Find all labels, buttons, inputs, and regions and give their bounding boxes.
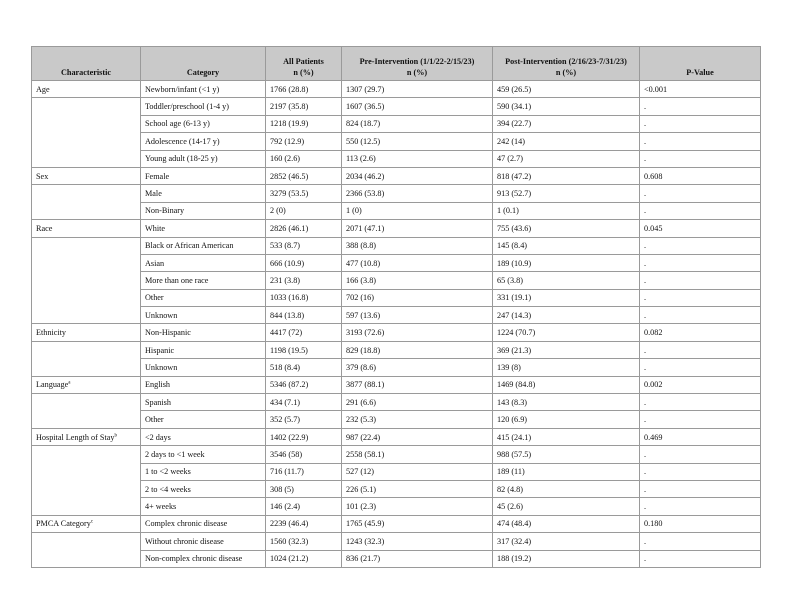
post-intervention-cell: 394 (22.7) xyxy=(493,115,640,132)
characteristic-label: Race xyxy=(36,223,53,233)
pre-intervention-cell: 2034 (46.2) xyxy=(342,167,493,184)
p-value-cell: . xyxy=(640,237,761,254)
pre-intervention-cell: 1607 (36.5) xyxy=(342,98,493,115)
characteristic-cell xyxy=(32,394,141,411)
p-value-cell: . xyxy=(640,480,761,497)
table-row xyxy=(32,185,761,202)
pre-intervention-cell: 379 (8.6) xyxy=(342,359,493,376)
table-row xyxy=(32,81,761,98)
characteristic-cell xyxy=(32,272,141,289)
category-cell: Male xyxy=(141,185,266,202)
p-value-cell: . xyxy=(640,359,761,376)
all-patients-cell: 792 (12.9) xyxy=(266,133,342,150)
all-patients-cell: 231 (3.8) xyxy=(266,272,342,289)
pre-intervention-cell: 226 (5.1) xyxy=(342,480,493,497)
characteristic-label: Sex xyxy=(36,171,49,181)
all-patients-cell: 434 (7.1) xyxy=(266,394,342,411)
post-intervention-cell: 189 (10.9) xyxy=(493,254,640,271)
category-cell: Asian xyxy=(141,254,266,271)
table-row xyxy=(32,359,761,376)
category-cell: Toddler/preschool (1-4 y) xyxy=(141,98,266,115)
characteristic-cell xyxy=(32,237,141,254)
all-patients-cell: 2197 (35.8) xyxy=(266,98,342,115)
all-patients-cell: 4417 (72) xyxy=(266,324,342,341)
p-value-cell: . xyxy=(640,254,761,271)
all-patients-cell: 5346 (87.2) xyxy=(266,376,342,393)
all-patients-cell: 3546 (58) xyxy=(266,446,342,463)
category-cell: Other xyxy=(141,411,266,428)
characteristic-cell xyxy=(32,289,141,306)
table-row xyxy=(32,324,761,341)
category-cell: 4+ weeks xyxy=(141,498,266,515)
category-cell: 1 to <2 weeks xyxy=(141,463,266,480)
category-cell: Other xyxy=(141,289,266,306)
all-patients-cell: 1560 (32.3) xyxy=(266,533,342,550)
post-intervention-cell: 82 (4.8) xyxy=(493,480,640,497)
post-intervention-cell: 1 (0.1) xyxy=(493,202,640,219)
all-patients-cell: 2852 (46.5) xyxy=(266,167,342,184)
p-value-cell: . xyxy=(640,202,761,219)
all-patients-cell: 1198 (19.5) xyxy=(266,341,342,358)
table-row xyxy=(32,533,761,550)
post-intervention-cell: 755 (43.6) xyxy=(493,220,640,237)
pre-intervention-cell: 101 (2.3) xyxy=(342,498,493,515)
table-row xyxy=(32,550,761,567)
characteristic-label: Ethnicity xyxy=(36,328,67,338)
category-cell: School age (6-13 y) xyxy=(141,115,266,132)
table-row xyxy=(32,220,761,237)
p-value-cell: . xyxy=(640,150,761,167)
pre-intervention-cell: 1 (0) xyxy=(342,202,493,219)
p-value-cell: . xyxy=(640,394,761,411)
category-cell: Unknown xyxy=(141,359,266,376)
post-intervention-cell: 189 (11) xyxy=(493,463,640,480)
p-value-cell: <0.001 xyxy=(640,81,761,98)
header-row xyxy=(32,47,761,81)
category-cell: Newborn/infant (<1 y) xyxy=(141,81,266,98)
category-cell: Without chronic disease xyxy=(141,533,266,550)
all-patients-cell: 1402 (22.9) xyxy=(266,428,342,445)
characteristic-label: PMCA Category xyxy=(36,519,91,529)
pre-intervention-cell: 987 (22.4) xyxy=(342,428,493,445)
table-row xyxy=(32,150,761,167)
table-row xyxy=(32,411,761,428)
characteristic-cell xyxy=(32,167,141,184)
p-value-cell: . xyxy=(640,550,761,567)
characteristic-cell xyxy=(32,359,141,376)
post-intervention-cell: 1224 (70.7) xyxy=(493,324,640,341)
table-row xyxy=(32,307,761,324)
header-characteristic: Characteristic xyxy=(32,47,141,81)
all-patients-cell: 146 (2.4) xyxy=(266,498,342,515)
characteristic-cell xyxy=(32,515,141,532)
p-value-cell: . xyxy=(640,289,761,306)
table-row xyxy=(32,515,761,532)
characteristic-cell xyxy=(32,150,141,167)
characteristic-label: Language xyxy=(36,380,69,390)
p-value-cell: 0.002 xyxy=(640,376,761,393)
characteristic-cell xyxy=(32,220,141,237)
p-value-cell: 0.045 xyxy=(640,220,761,237)
category-cell: Non-Hispanic xyxy=(141,324,266,341)
p-value-cell: . xyxy=(640,307,761,324)
table-body xyxy=(32,81,761,568)
table-row xyxy=(32,376,761,393)
p-value-cell: . xyxy=(640,533,761,550)
table-row xyxy=(32,498,761,515)
all-patients-cell: 844 (13.8) xyxy=(266,307,342,324)
post-intervention-cell: 242 (14) xyxy=(493,133,640,150)
characteristic-cell xyxy=(32,133,141,150)
pre-intervention-cell: 702 (16) xyxy=(342,289,493,306)
category-cell: Young adult (18-25 y) xyxy=(141,150,266,167)
table-row xyxy=(32,480,761,497)
characteristic-cell xyxy=(32,376,141,393)
pre-intervention-cell: 824 (18.7) xyxy=(342,115,493,132)
all-patients-cell: 352 (5.7) xyxy=(266,411,342,428)
footnote-marker: b xyxy=(114,432,117,438)
footnote-marker: c xyxy=(90,519,94,525)
post-intervention-cell: 913 (52.7) xyxy=(493,185,640,202)
post-intervention-cell: 47 (2.7) xyxy=(493,150,640,167)
pre-intervention-cell: 113 (2.6) xyxy=(342,150,493,167)
category-cell: Adolescence (14-17 y) xyxy=(141,133,266,150)
table-row xyxy=(32,394,761,411)
post-intervention-cell: 120 (6.9) xyxy=(493,411,640,428)
pre-intervention-cell: 2558 (58.1) xyxy=(342,446,493,463)
pre-intervention-cell: 829 (18.8) xyxy=(342,341,493,358)
characteristic-cell xyxy=(32,428,141,445)
characteristic-cell xyxy=(32,446,141,463)
characteristic-cell xyxy=(32,550,141,567)
p-value-cell: . xyxy=(640,498,761,515)
category-cell: White xyxy=(141,220,266,237)
category-cell: Hispanic xyxy=(141,341,266,358)
p-value-cell: . xyxy=(640,115,761,132)
category-cell: English xyxy=(141,376,266,393)
pre-intervention-cell: 597 (13.6) xyxy=(342,307,493,324)
all-patients-cell: 2 (0) xyxy=(266,202,342,219)
pre-intervention-cell: 232 (5.3) xyxy=(342,411,493,428)
post-intervention-cell: 65 (3.8) xyxy=(493,272,640,289)
table-row xyxy=(32,202,761,219)
table-row xyxy=(32,98,761,115)
all-patients-cell: 160 (2.6) xyxy=(266,150,342,167)
characteristic-cell xyxy=(32,98,141,115)
category-cell: Non-Binary xyxy=(141,202,266,219)
post-intervention-cell: 415 (24.1) xyxy=(493,428,640,445)
post-intervention-cell: 45 (2.6) xyxy=(493,498,640,515)
header-all-patients: All Patients n (%) xyxy=(266,47,342,81)
p-value-cell: . xyxy=(640,411,761,428)
all-patients-cell: 716 (11.7) xyxy=(266,463,342,480)
patient-characteristics-table xyxy=(31,46,761,568)
category-cell: More than one race xyxy=(141,272,266,289)
all-patients-cell: 3279 (53.5) xyxy=(266,185,342,202)
footnote-marker: a xyxy=(68,380,71,386)
p-value-cell: . xyxy=(640,463,761,480)
all-patients-cell: 1766 (28.8) xyxy=(266,81,342,98)
all-patients-cell: 308 (5) xyxy=(266,480,342,497)
table-row xyxy=(32,428,761,445)
characteristic-cell xyxy=(32,480,141,497)
p-value-cell: 0.608 xyxy=(640,167,761,184)
all-patients-cell: 2239 (46.4) xyxy=(266,515,342,532)
characteristics-table-container xyxy=(31,46,760,568)
category-cell: 2 days to <1 week xyxy=(141,446,266,463)
table-row xyxy=(32,254,761,271)
pre-intervention-cell: 2366 (53.8) xyxy=(342,185,493,202)
characteristic-cell xyxy=(32,202,141,219)
p-value-cell: . xyxy=(640,446,761,463)
category-cell: 2 to <4 weeks xyxy=(141,480,266,497)
table-row xyxy=(32,167,761,184)
post-intervention-cell: 818 (47.2) xyxy=(493,167,640,184)
all-patients-cell: 533 (8.7) xyxy=(266,237,342,254)
post-intervention-cell: 143 (8.3) xyxy=(493,394,640,411)
category-cell: Complex chronic disease xyxy=(141,515,266,532)
table-row xyxy=(32,133,761,150)
pre-intervention-cell: 166 (3.8) xyxy=(342,272,493,289)
all-patients-cell: 1033 (16.8) xyxy=(266,289,342,306)
pre-intervention-cell: 388 (8.8) xyxy=(342,237,493,254)
post-intervention-cell: 188 (19.2) xyxy=(493,550,640,567)
p-value-cell: . xyxy=(640,272,761,289)
pre-intervention-cell: 836 (21.7) xyxy=(342,550,493,567)
pre-intervention-cell: 1307 (29.7) xyxy=(342,81,493,98)
characteristic-cell xyxy=(32,185,141,202)
p-value-cell: 0.469 xyxy=(640,428,761,445)
characteristic-cell xyxy=(32,533,141,550)
characteristic-cell xyxy=(32,498,141,515)
table-row xyxy=(32,463,761,480)
post-intervention-cell: 139 (8) xyxy=(493,359,640,376)
post-intervention-cell: 1469 (84.8) xyxy=(493,376,640,393)
characteristic-cell xyxy=(32,115,141,132)
all-patients-cell: 1218 (19.9) xyxy=(266,115,342,132)
pre-intervention-cell: 3193 (72.6) xyxy=(342,324,493,341)
table-row xyxy=(32,289,761,306)
table-row xyxy=(32,341,761,358)
characteristic-label: Hospital Length of Stay xyxy=(36,432,115,442)
table-row xyxy=(32,446,761,463)
table-row xyxy=(32,115,761,132)
post-intervention-cell: 145 (8.4) xyxy=(493,237,640,254)
table-header xyxy=(32,47,761,81)
pre-intervention-cell: 550 (12.5) xyxy=(342,133,493,150)
table-row xyxy=(32,272,761,289)
post-intervention-cell: 369 (21.3) xyxy=(493,341,640,358)
table-row xyxy=(32,237,761,254)
p-value-cell: . xyxy=(640,341,761,358)
post-intervention-cell: 459 (26.5) xyxy=(493,81,640,98)
header-post-intervention: Post-Intervention (2/16/23-7/31/23) n (%) xyxy=(493,47,640,81)
category-cell: <2 days xyxy=(141,428,266,445)
post-intervention-cell: 590 (34.1) xyxy=(493,98,640,115)
characteristic-cell xyxy=(32,411,141,428)
category-cell: Female xyxy=(141,167,266,184)
characteristic-cell xyxy=(32,463,141,480)
characteristic-cell xyxy=(32,81,141,98)
category-cell: Black or African American xyxy=(141,237,266,254)
characteristic-cell xyxy=(32,307,141,324)
pre-intervention-cell: 1243 (32.3) xyxy=(342,533,493,550)
p-value-cell: 0.082 xyxy=(640,324,761,341)
pre-intervention-cell: 477 (10.8) xyxy=(342,254,493,271)
pre-intervention-cell: 1765 (45.9) xyxy=(342,515,493,532)
p-value-cell: . xyxy=(640,133,761,150)
all-patients-cell: 666 (10.9) xyxy=(266,254,342,271)
pre-intervention-cell: 291 (6.6) xyxy=(342,394,493,411)
p-value-cell: . xyxy=(640,185,761,202)
all-patients-cell: 2826 (46.1) xyxy=(266,220,342,237)
pre-intervention-cell: 527 (12) xyxy=(342,463,493,480)
header-pre-intervention: Pre-Intervention (1/1/22-2/15/23) n (%) xyxy=(342,47,493,81)
post-intervention-cell: 317 (32.4) xyxy=(493,533,640,550)
post-intervention-cell: 474 (48.4) xyxy=(493,515,640,532)
characteristic-cell xyxy=(32,254,141,271)
post-intervention-cell: 247 (14.3) xyxy=(493,307,640,324)
header-p-value: P-Value xyxy=(640,47,761,81)
p-value-cell: 0.180 xyxy=(640,515,761,532)
characteristic-cell xyxy=(32,341,141,358)
category-cell: Non-complex chronic disease xyxy=(141,550,266,567)
characteristic-cell xyxy=(32,324,141,341)
header-category: Category xyxy=(141,47,266,81)
post-intervention-cell: 988 (57.5) xyxy=(493,446,640,463)
category-cell: Unknown xyxy=(141,307,266,324)
category-cell: Spanish xyxy=(141,394,266,411)
post-intervention-cell: 331 (19.1) xyxy=(493,289,640,306)
pre-intervention-cell: 3877 (88.1) xyxy=(342,376,493,393)
all-patients-cell: 518 (8.4) xyxy=(266,359,342,376)
characteristic-label: Age xyxy=(36,84,50,94)
p-value-cell: . xyxy=(640,98,761,115)
pre-intervention-cell: 2071 (47.1) xyxy=(342,220,493,237)
all-patients-cell: 1024 (21.2) xyxy=(266,550,342,567)
